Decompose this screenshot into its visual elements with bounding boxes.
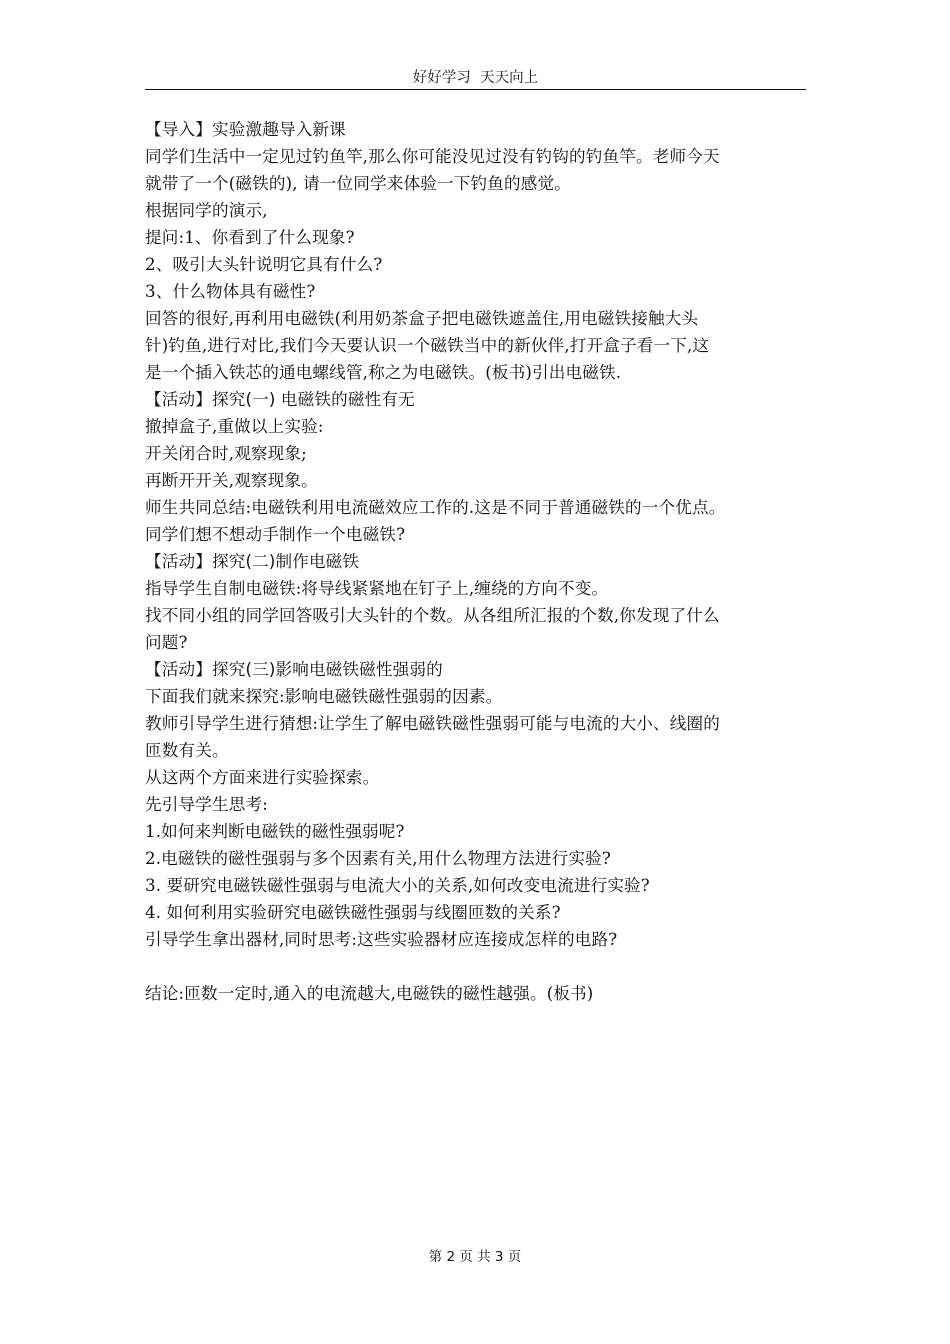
blank-line	[145, 953, 810, 980]
page-number: 第 2 页 共 3 页	[428, 1249, 522, 1265]
header-divider	[145, 89, 806, 90]
activity2-line: 指导学生自制电磁铁:将导线紧紧地在钉子上,缠绕的方向不变。	[145, 579, 609, 598]
activity1-line: 开关闭合时,观察现象;	[145, 444, 307, 463]
activity3-line: 匝数有关。	[145, 741, 229, 760]
activity3-line: 从这两个方面来进行实验探索。	[145, 768, 380, 787]
intro-line: 同学们生活中一定见过钓鱼竿,那么你可能没见过没有钓钩的钓鱼竿。老师今天	[145, 147, 720, 166]
intro-line: 就带了一个(磁铁的), 请一位同学来体验一下钓鱼的感觉。	[145, 174, 571, 193]
activity1-line: 师生共同总结:电磁铁利用电流磁效应工作的.这是不同于普通磁铁的一个优点。	[145, 498, 726, 517]
intro-heading: 【导入】实验激趣导入新课	[145, 120, 346, 139]
intro-question: 2、吸引大头针说明它具有什么?	[145, 255, 383, 274]
activity1-heading: 【活动】探究(一) 电磁铁的磁性有无	[145, 390, 415, 409]
activity3-line: 下面我们就来探究:影响电磁铁磁性强弱的因素。	[145, 687, 503, 706]
activity2-line: 找不同小组的同学回答吸引大头针的个数。从各组所汇报的个数,你发现了什么	[145, 606, 720, 625]
activity3-line: 引导学生拿出器材,同时思考:这些实验器材应连接成怎样的电路?	[145, 930, 618, 949]
activity3-heading: 【活动】探究(三)影响电磁铁磁性强弱的	[145, 660, 443, 679]
activity3-line: 教师引导学生进行猜想:让学生了解电磁铁磁性强弱可能与电流的大小、线圈的	[145, 714, 721, 733]
activity2-heading: 【活动】探究(二)制作电磁铁	[145, 552, 360, 571]
intro-question: 3、什么物体具有磁性?	[145, 282, 316, 301]
activity3-question: 3. 要研究电磁铁磁性强弱与电流大小的关系,如何改变电流进行实验?	[145, 876, 650, 895]
intro-question: 提问:1、你看到了什么现象?	[145, 228, 355, 247]
activity1-line: 同学们想不想动手制作一个电磁铁?	[145, 525, 406, 544]
conclusion: 结论:匝数一定时,通入的电流越大,电磁铁的磁性越强。(板书)	[145, 984, 594, 1003]
intro-line: 根据同学的演示,	[145, 201, 268, 220]
activity3-question: 2.电磁铁的磁性强弱与多个因素有关,用什么物理方法进行实验?	[145, 849, 611, 868]
activity1-line: 再断开开关,观察现象。	[145, 471, 318, 490]
activity3-question: 4. 如何利用实验研究电磁铁磁性强弱与线圈匝数的关系?	[145, 903, 561, 922]
document-body	[145, 116, 810, 1007]
activity2-line: 问题?	[145, 633, 188, 652]
activity1-line: 撤掉盒子,重做以上实验:	[145, 417, 324, 436]
activity3-line: 先引导学生思考:	[145, 795, 268, 814]
intro-line: 是一个插入铁芯的通电螺线管,称之为电磁铁。(板书)引出电磁铁.	[145, 363, 622, 382]
intro-line: 回答的很好,再利用电磁铁(利用奶茶盒子把电磁铁遮盖住,用电磁铁接触大头	[145, 309, 699, 328]
intro-line: 针)钓鱼,进行对比,我们今天要认识一个磁铁当中的新伙伴,打开盒子看一下,这	[145, 336, 710, 355]
page-header: 好好学习 天天向上	[412, 70, 539, 86]
activity3-question: 1.如何来判断电磁铁的磁性强弱呢?	[145, 822, 405, 841]
